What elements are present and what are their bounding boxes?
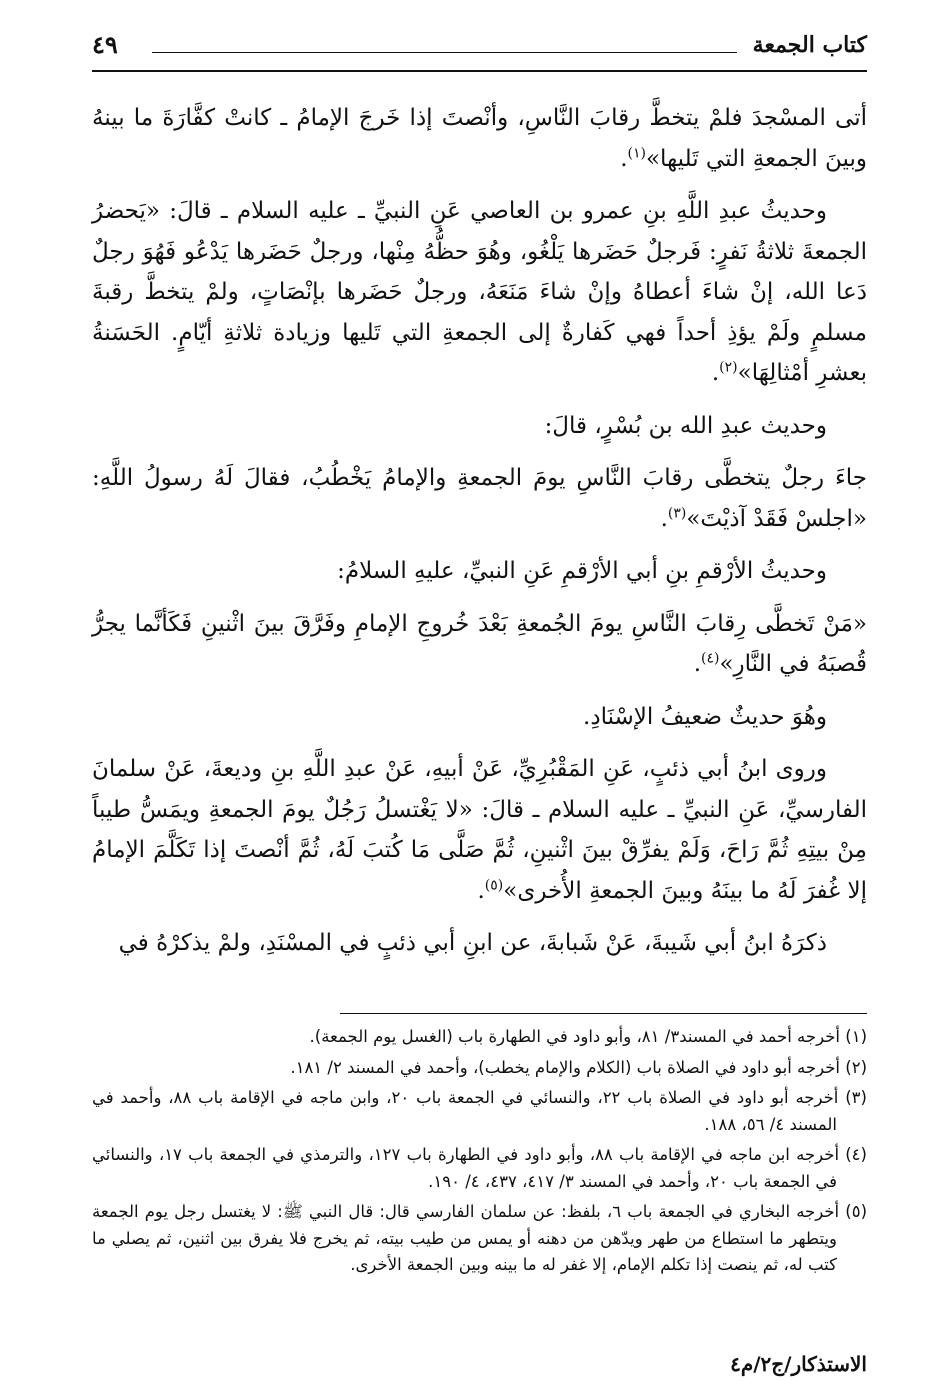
footnotes: [92, 1024, 867, 1283]
paragraph-3: وحديث عبدِ الله بن بُسْرٍ، قالَ:: [544, 412, 827, 439]
footnote-4: (٤) أخرجه ابن ماجه في الإقامة باب ٨٨، وأبو داود في الطهارة باب ١٢٧، والترمذي في الجمعة باب ١٧، والنسائي في الجمعة باب ٢٠، وأحمد في المسند ٣/ ٤١٧، ٤٣٧، ٤/ ١٩٠.: [92, 1145, 867, 1191]
footnote-5: (٥) أخرجه البخاري في الجمعة باب ٦، بلفظ: عن سلمان الفارسي قال: قال النبي ﷺ: لا يغتسل رجل يوم الجمعة ويتطهر ما استطاع من طهر ويدّهن من دهنه أو يمس من طيب بيته، ثم يخرج فلا يفرق بين اثنين، ثم يصلي ما كتب له، ثم ينصت إذا تكلم الإمام، إلا غفر له ما بينه وبين الجمعة الأخرى.: [92, 1202, 867, 1274]
paragraph-2-text: وحديثُ عبدِ اللَّهِ بنِ عمرو بن العاصي عَنِ النبيِّ ـ عليه السلام ـ قالَ: «يَحضرُ الجمعةَ ثلاثةُ نَفرٍ: فَرجلٌ حَضَرها يَلْغُو، وهُوَ حظُّهُ مِنْها، ورجلٌ حَضَرها يَدْعُو فَهُوَ رجلٌ دَعا الله، إنْ شاءَ أعطاهُ وإنْ شاءَ مَنَعَهُ، ورجلٌ حَضَرها بإنْصَاتٍ، ولمْ يتخطَّ رقبةَ مسلمٍ ولَمْ يؤذِ أحداً فهي كَفارةٌ إلى الجمعةِ التي تَليها وزيادة ثلاثةِ أيّامٍ. الحَسَنةُ بعشرِ أمْثالِهَا»: [92, 198, 867, 386]
paragraph-2-end: .: [711, 360, 720, 386]
paragraph-6-end: .: [693, 651, 701, 677]
footnote-ref-5: (٥): [484, 876, 504, 893]
paragraph-4-text: جاءَ رجلٌ يتخطَّى رقابَ النَّاسِ يومَ الجمعةِ والإمامُ يَخْطُبُ، فقالَ لَهُ رسولُ اللَّهِ: «اجلسْ فَقَدْ آذيْتَ»: [92, 465, 867, 532]
paragraph-8-end: .: [477, 877, 485, 904]
page-number: ٤٩: [92, 30, 118, 59]
header-rule: [152, 52, 737, 53]
footnote-3: (٣) أخرجه أبو داود في الصلاة باب ٢٢، والنسائي في الجمعة باب ٢٠، وابن ماجه في الإقامة باب ٨٨، وأحمد في المسند ٤/ ٥٦، ١٨٨.: [92, 1088, 867, 1134]
paragraph-2: [92, 191, 867, 394]
footnote-1: (١) أخرجه أحمد في المسند٣/ ٨١، وأبو داود في الطهارة باب (الغسل يوم الجمعة).: [309, 1027, 867, 1046]
paragraph-7: وهُوَ حديثٌ ضعيفُ الإسْنَادِ.: [583, 703, 827, 730]
footnote-separator: [340, 1013, 867, 1014]
paragraph-9: ذكرَهُ ابنُ أبي شَيبةَ، عَنْ شَبابةَ، عن ابنِ أبي ذئبٍ في المسْنَدِ، ولمْ يذكرْهُ في: [118, 930, 827, 956]
footnote-ref-3: (٣): [667, 504, 687, 521]
paragraph-6: [92, 604, 867, 685]
paragraph-6-text: «مَنْ تَخطَّى رِقابَ النَّاسِ يومَ الجُمعةِ بَعْدَ خُروجِ الإمامِ وفَرَّقَ بينَ اثْنينِ فَكَأنَّما يجرُّ قُصبَهُ في النَّارِ»: [92, 610, 867, 677]
paragraph-8: [92, 749, 867, 911]
paragraph-4: [92, 458, 867, 539]
running-title: كتاب الجمعة: [752, 32, 867, 58]
signature-mark: الاستذكار/ج٢/م٤: [730, 1352, 867, 1376]
footnote-2: (٢) أخرجه أبو داود في الصلاة باب (الكلام والإمام يخطب)، وأحمد في المسند ٢/ ١٨١.: [290, 1057, 867, 1077]
footnote-ref-4: (٤): [701, 650, 720, 667]
page-header: [92, 30, 867, 72]
footnote-ref-2: (٢): [719, 359, 738, 376]
paragraph-8-text: وروى ابنُ أبي ذئبٍ، عَنِ المَقْبُرِيِّ، عَنْ أبيهِ، عَنْ عبدِ اللَّهِ بنِ وديعةَ، عَنْ سلمانَ الفارسيِّ، عَنِ النبيِّ ـ عليه السلام ـ قالَ: «لا يَغْتسلُ رَجُلٌ يومَ الجمعةِ ويمَسُّ طيباً مِنْ بيتِهِ ثُمَّ رَاحَ، وَلَمْ يفرِّقْ بينَ اثْنينِ، ثُمَّ صَلَّى مَا كُتبَ لَهُ، ثُمَّ أنْصتَ إذا تَكَلَّمَ الإمامُ إلا غُفرَ لَهُ ما بينَهُ وبينَ الجمعةِ الأُخرى»: [92, 756, 867, 904]
paragraph-4-end: .: [660, 505, 668, 532]
paragraph-1-end: .: [620, 145, 628, 172]
paragraph-1: [92, 98, 867, 179]
paragraph-1-text: أتى المسْجدَ فلمْ يتخطَّ رقابَ النَّاسِ، وأنْصتَ إذا خَرجَ الإمامُ ـ كانتْ كفَّارَةَ ما بينهُ وبينَ الجمعةِ التي تَليها»: [92, 105, 867, 172]
paragraph-5: وحديثُ الأرْقمِ بنِ أبي الأرْقمِ عَنِ النبيِّ، عليهِ السلامُ:: [337, 558, 827, 584]
footnote-ref-1: (١): [627, 144, 646, 161]
main-text: [92, 98, 867, 976]
